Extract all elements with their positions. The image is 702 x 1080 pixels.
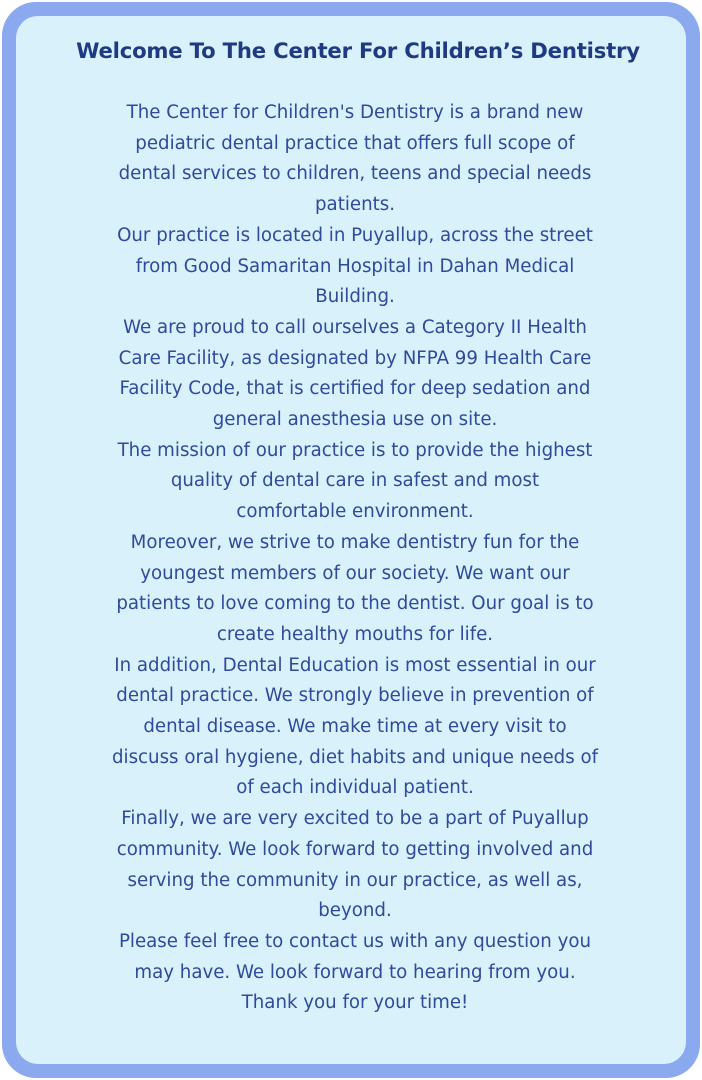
welcome-body-text bbox=[20, 98, 690, 1019]
text-line: Finally, we are very excited to be a part of Puyallup bbox=[121, 808, 589, 830]
text-line: Moreover, we strive to make dentistry fun for the bbox=[130, 531, 580, 553]
text-line: community. We look forward to getting involved and bbox=[116, 838, 594, 860]
text-line: patients to love coming to the dentist. Our goal is to bbox=[116, 593, 594, 615]
text-line: dental services to children, teens and special needs bbox=[118, 163, 592, 185]
text-line: dental practice. We strongly believe in prevention of bbox=[116, 685, 594, 707]
text-line: youngest members of our society. We want our bbox=[140, 562, 570, 584]
text-line: We are proud to call ourselves a Category II Health bbox=[123, 316, 587, 338]
text-line: of each individual patient. bbox=[236, 777, 474, 799]
page-title: Welcome To The Center For Children’s Dentistry bbox=[76, 38, 640, 63]
text-line: create healthy mouths for life. bbox=[216, 623, 494, 645]
text-line: patients. bbox=[315, 194, 395, 216]
text-line: Facility Code, that is certified for deep sedation and bbox=[119, 378, 591, 400]
text-line: Care Facility, as designated by NFPA 99 Health Care bbox=[118, 347, 592, 369]
text-line: Thank you for your time! bbox=[241, 992, 469, 1014]
text-line: may have. We look forward to hearing from you. bbox=[134, 961, 576, 983]
text-line: quality of dental care in safest and most bbox=[170, 470, 540, 492]
text-line: from Good Samaritan Hospital in Dahan Medical bbox=[135, 255, 575, 277]
text-line: pediatric dental practice that offers full scope of bbox=[135, 132, 575, 154]
text-line: Our practice is located in Puyallup, across the street bbox=[117, 224, 593, 246]
text-line: serving the community in our practice, as well as, bbox=[127, 869, 583, 891]
text-line: Please feel free to contact us with any question you bbox=[118, 930, 592, 952]
text-line: dental disease. We make time at every visit to bbox=[143, 716, 567, 738]
text-line: Building. bbox=[315, 286, 395, 308]
text-line: general anesthesia use on site. bbox=[212, 409, 498, 431]
text-line: The mission of our practice is to provide the highest bbox=[117, 439, 593, 461]
text-line: In addition, Dental Education is most essential in our bbox=[114, 654, 596, 676]
text-line: discuss oral hygiene, diet habits and unique needs of bbox=[111, 746, 599, 768]
text-line: comfortable environment. bbox=[236, 501, 474, 523]
text-line: beyond. bbox=[318, 900, 392, 922]
text-line: The Center for Children's Dentistry is a brand new bbox=[126, 102, 584, 123]
